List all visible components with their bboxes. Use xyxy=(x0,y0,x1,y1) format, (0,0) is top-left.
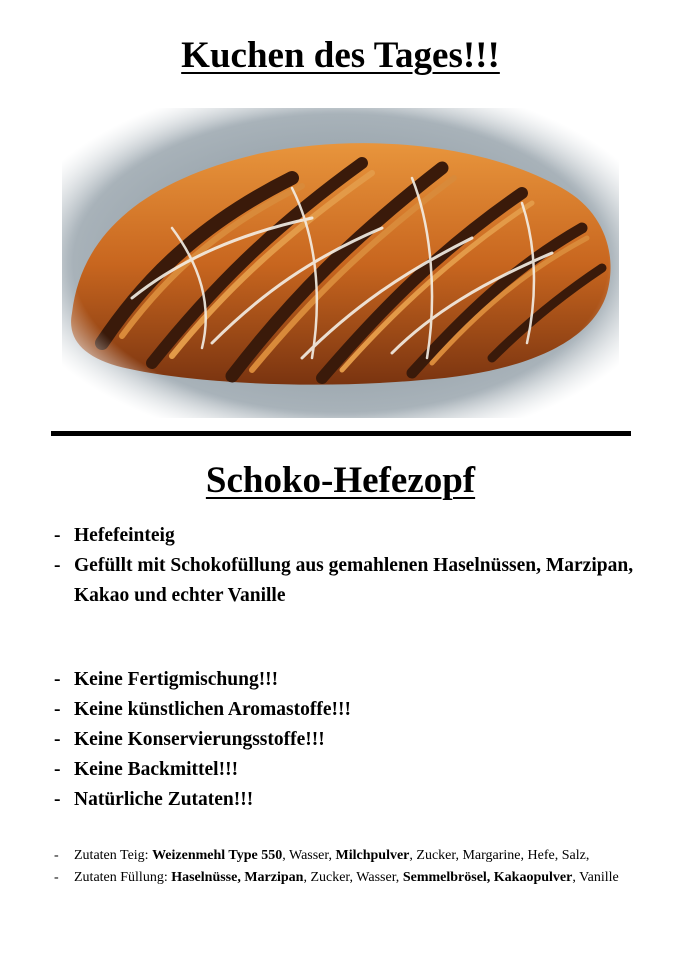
product-name: Schoko-Hefezopf xyxy=(205,460,476,501)
description-list xyxy=(54,521,654,611)
list-item: - Keine Backmittel!!! xyxy=(54,759,239,780)
list-item: - Keine Konservierungsstoffe!!! xyxy=(54,729,325,750)
list-item: - Natürliche Zutaten!!! xyxy=(54,789,254,810)
divider-line xyxy=(51,431,631,436)
page-title: Kuchen des Tages!!! xyxy=(181,35,500,76)
list-item: - Keine künstlichen Aromastoffe!!! xyxy=(54,699,351,720)
list-item: - Gefüllt mit Schokofüllung aus gemahlenen Haselnüssen, Marzipan, Kakao und echter Vanille xyxy=(54,555,634,606)
list-item: - Keine Fertigmischung!!! xyxy=(54,669,279,690)
cake-photo xyxy=(62,108,619,418)
ingredients-list xyxy=(54,845,654,889)
ingredients-dough: - Zutaten Teig: Weizenmehl Type 550, Wasser, Milchpulver, Zucker, Margarine, Hefe, Salz, xyxy=(54,848,590,863)
list-item: - Hefefeinteig xyxy=(54,525,175,546)
claims-list xyxy=(54,665,654,815)
ingredients-filling: - Zutaten Füllung: Haselnüsse, Marzipan, Zucker, Wasser, Semmelbrösel, Kakaopulver, Vanille xyxy=(54,870,619,885)
